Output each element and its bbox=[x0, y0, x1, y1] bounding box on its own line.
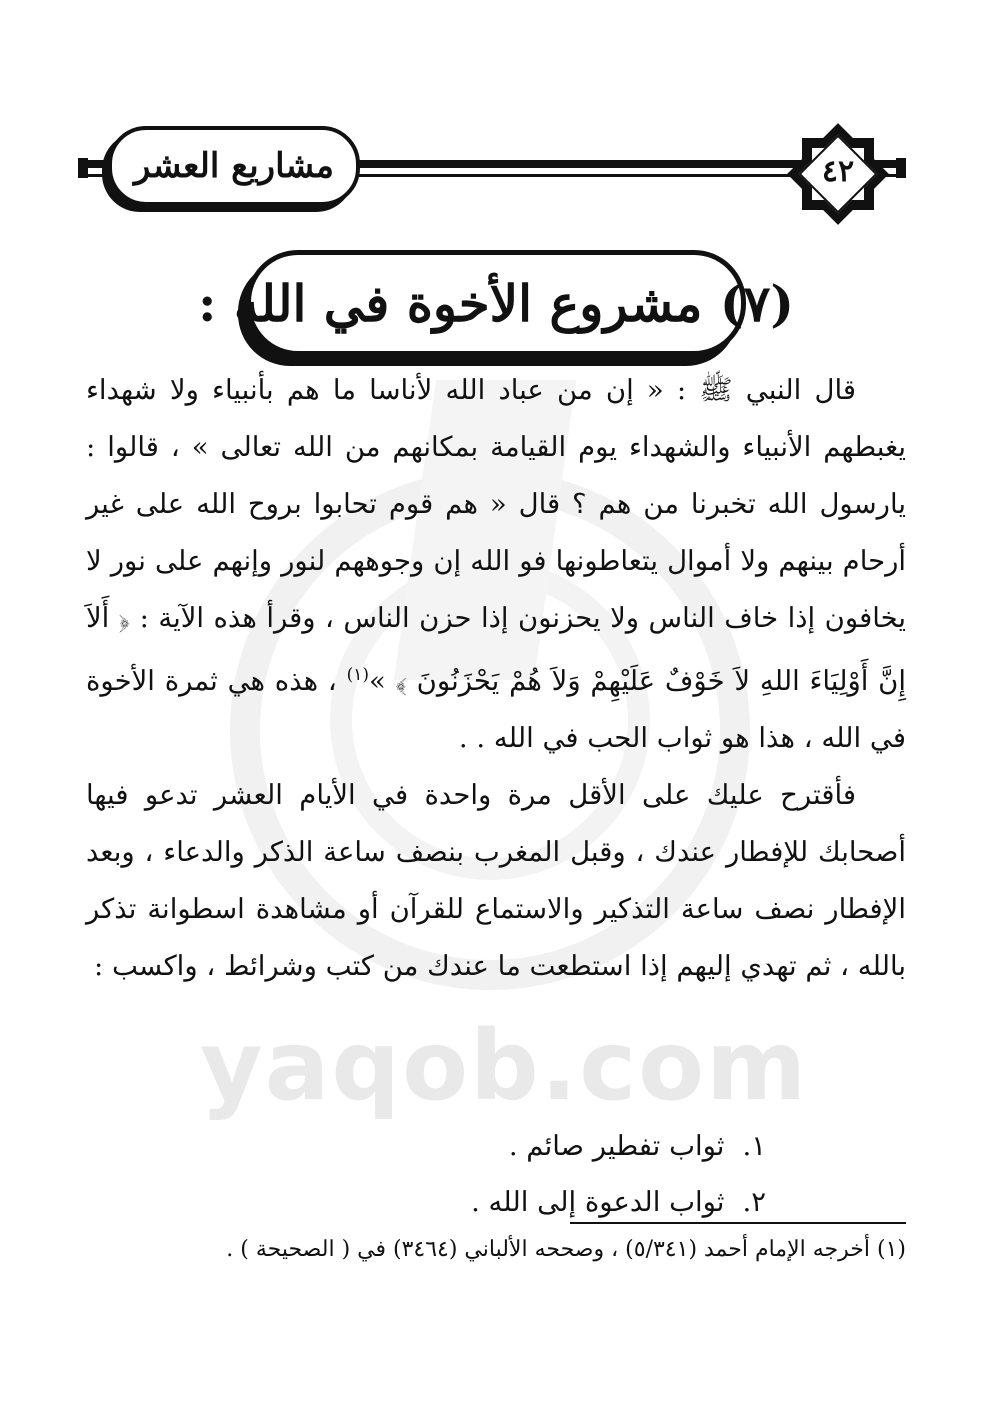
header-rule-cap-left bbox=[78, 158, 88, 178]
header-rule-cap-right bbox=[896, 158, 906, 178]
page-number: ٤٢ bbox=[821, 154, 855, 189]
list-number: ١. bbox=[742, 1130, 766, 1162]
paragraph-hadith-text: قال النبي ﷺ : « إن من عباد الله لأناسا ما هم بأنبياء ولا شهداء يغبطهم الأنبياء والشهداء يوم القيامة بمكانهم من الله تعالى » ، قالوا : يارسول الله تخبرنا من هم ؟ قال « هم قوم تحابوا بروح الله على غير أرحام بينهم ولا أموال يتعاطونها فو الله إن وجوههم لنور وإنهم على نور لا يخافون إذا خاف الناس ولا يحزنون إذا حزن الناس ، وقرأ هذه الآية : ﴿ أَلاَ إِنَّ أَوْلِيَاءَ اللهِ لاَ خَوْفٌ عَلَيْهِمْ وَلاَ هُمْ يَحْزَنُونَ ﴾ » bbox=[86, 374, 907, 698]
list-number: ٢. bbox=[742, 1186, 766, 1218]
list-text: ثواب تفطير صائم . bbox=[508, 1130, 725, 1162]
paragraph-hadith-tail: ، هذه هي ثمرة الأخوة في الله ، هذا هو ثواب الحب في الله . . bbox=[86, 665, 906, 755]
book-title: مشاريع العشر bbox=[133, 146, 334, 186]
section-title: (٧) مشروع الأخوة في الله : bbox=[197, 273, 795, 333]
section-title-frame bbox=[197, 250, 795, 356]
footnote-rule bbox=[570, 1222, 906, 1224]
page-number-badge bbox=[788, 124, 888, 224]
list-text: ثواب الدعوة إلى الله . bbox=[471, 1186, 725, 1218]
watermark-text: yaqob.com bbox=[200, 1010, 809, 1122]
body-text bbox=[86, 362, 906, 995]
paragraph-suggestion: فأقترح عليك على الأقل مرة واحدة في الأيام العشر تدعو فيها أصحابك للإفطار عندك ، وقبل المغرب بنصف ساعة الذكر والدعاء ، وبعد الإفطار نصف ساعة التذكير والاستماع للقرآن أو مشاهدة اسطوانة تذكر بالله ، ثم تهدي إليهم إذا استطعت ما عندك من كتب وشرائط ، واكسب : bbox=[86, 779, 906, 983]
paragraph-hadith bbox=[86, 362, 906, 767]
footnote-marker: (١) bbox=[346, 665, 369, 685]
list-item bbox=[86, 1118, 766, 1174]
book-title-frame bbox=[108, 126, 360, 206]
reward-list bbox=[86, 1118, 766, 1230]
footnote: (١) أخرجه الإمام أحمد (٥/٣٤١) ، وصححه الألباني (٣٤٦٤) في ( الصحيحة ) . bbox=[226, 1237, 906, 1262]
